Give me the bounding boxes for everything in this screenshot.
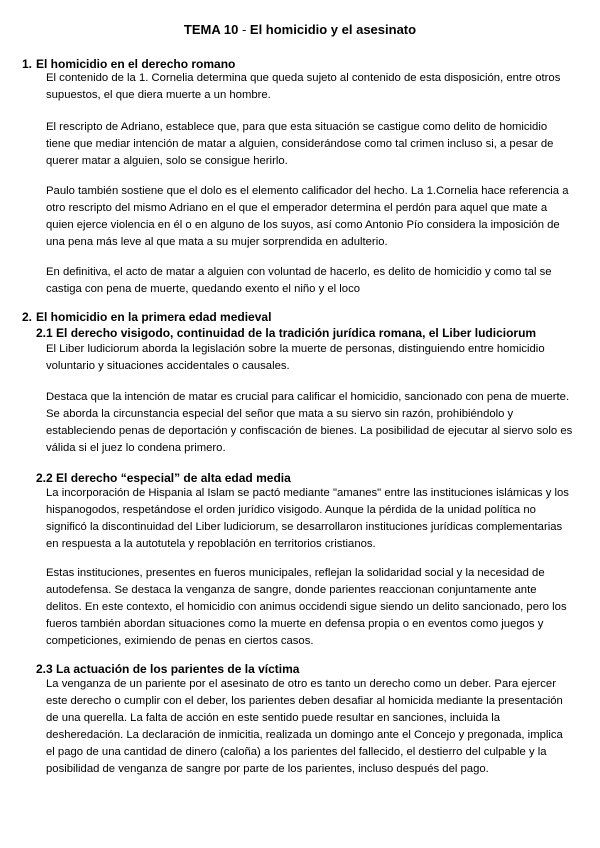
- section-1-title: El homicidio en el derecho romano: [36, 57, 236, 71]
- section-1-paragraph-2: El rescripto de Adriano, establece que, para que esta situación se castigue como delito de homicidio tiene que mediar intención de matar a alguien, considerándose como tal crimen incluso si, a pesar de querer matar a alguien, solo se consigue herirlo.: [46, 121, 554, 167]
- document-title: [0, 22, 600, 38]
- subsection-2-2-heading: 2.2 El derecho “especial” de alta edad media: [36, 471, 291, 485]
- subsection-2-1-heading: 2.1 El derecho visigodo, continuidad de la tradición jurídica romana, el Liber ludiciorum: [36, 326, 537, 340]
- section-1-paragraph-3: Paulo también sostiene que el dolo es el elemento calificador del hecho. La 1.Cornelia hace referencia a otro rescripto del mismo Adriano en el que el emperador determina el perdón para aquel que mate a quien ejerce violencia en él o en alguno de los suyos, así como Antonio Pío considera la imposición de una pena más leve al que mata a su mujer sorprendida en adulterio.: [46, 185, 569, 248]
- subsection-2-1-paragraph-1: El Liber ludiciorum aborda la legislación sobre la muerte de personas, distinguiendo entre homicidio voluntario y situaciones accidentales o causales.: [46, 343, 545, 372]
- title-rest: El homicidio y el asesinato: [249, 22, 417, 37]
- title-main: TEMA 10: [183, 22, 239, 37]
- subsection-2-1-paragraph-2: Destaca que la intención de matar es crucial para calificar el homicidio, sancionado con pena de muerte. Se aborda la circunstancia especial del señor que mata a su siervo sin razón, prohibiéndolo y estableciendo penas de deportación y confiscación de bienes. La posibilidad de ejecutar al siervo solo es válida si el juez lo condena primero.: [46, 391, 573, 454]
- subsection-2-3-paragraph-1: La venganza de un pariente por el asesinato de otro es tanto un derecho como un deber. Para ejercer este derecho o cumplir con el deber, los parientes deben desafiar al homicida mediante la presentación de una querella. La falta de acción en este sentido puede resultar en sanciones, incluida la desheredación. La declaración de inmicitia, realizada un domingo ante el Concejo y pregonada, implica el pago de una cantidad de dinero (caloña) a los parientes del fallecido, el destierro del culpable y la posibilidad de venganza de sangre por parte de los parientes, incluso después del pago.: [46, 678, 563, 775]
- subsection-2-2-paragraph-2: Estas instituciones, presentes en fueros municipales, reflejan la solidaridad social y la necesidad de autodefensa. Se destaca la venganza de sangre, donde parientes reaccionan conjuntamente ante delitos. En este contexto, el homicidio con animus occidendi sigue siendo un delito sancionado, pero los fueros también abordan situaciones como la muerte en defensa propia o en eventos como juegos y competiciones, eximiendo de penas en ciertos casos.: [46, 567, 567, 647]
- section-2-title: El homicidio en la primera edad medieval: [36, 310, 272, 324]
- title-separator: -: [238, 22, 250, 37]
- section-2-number: 2.: [22, 310, 33, 324]
- section-2-heading: [22, 309, 271, 325]
- subsection-2-3-heading: 2.3 La actuación de los parientes de la víctima: [36, 662, 300, 676]
- section-1-paragraph-4: En definitiva, el acto de matar a alguien con voluntad de hacerlo, es delito de homicidio y como tal se castiga con pena de muerte, quedando exento el niño y el loco: [46, 266, 552, 295]
- subsection-2-2-paragraph-1: La incorporación de Hispania al Islam se pactó mediante "amanes" entre las instituciones islámicas y los hispanogodos, respetándose el orden jurídico visigodo. Aunque la pérdida de la unidad política no significó la discontinuidad del Liber ludiciorum, se desarrollaron instituciones jurídicas complementarias en respuesta a la autotutela y repoblación en territorios cristianos.: [46, 487, 569, 550]
- section-1-number: 1.: [22, 57, 33, 71]
- section-1-paragraph-1: El contenido de la 1. Cornelia determina que queda sujeto al contenido de esta disposición, entre otros supuestos, el que diera muerte a un hombre.: [46, 72, 561, 101]
